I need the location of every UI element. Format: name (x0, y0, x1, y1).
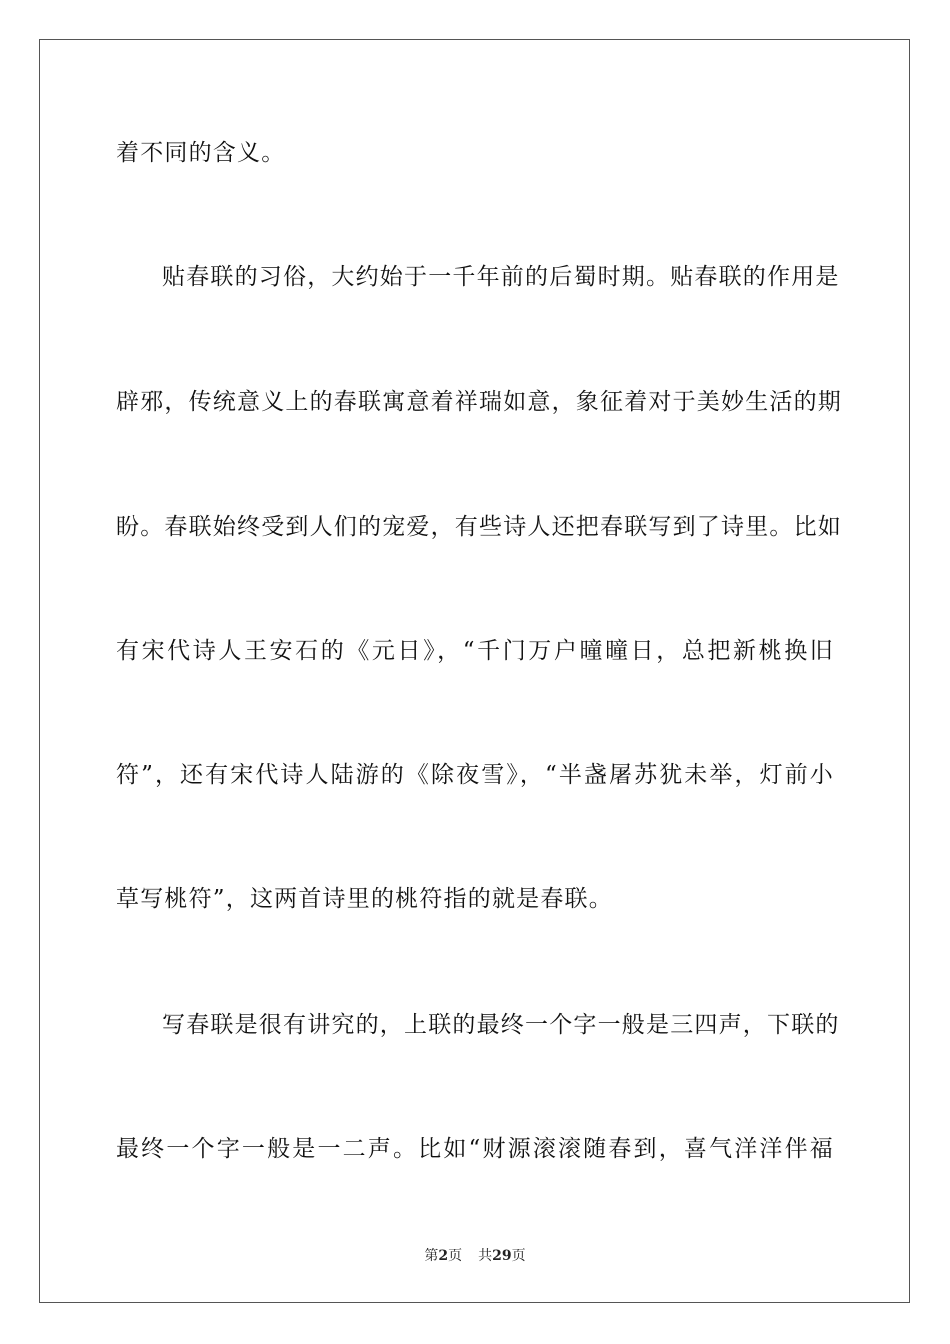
text-line-7: 草写桃符”，这两首诗里的桃符指的就是春联。 (116, 886, 613, 912)
total-suffix: 页 (511, 1248, 526, 1264)
text-line-6: 符”，还有宋代诗人陆游的《除夜雪》，“半盏屠苏犹未举，灯前小 (116, 762, 834, 788)
text-line-5: 有宋代诗人王安石的《元日》，“千门万户曈曈日，总把新桃换旧 (116, 638, 834, 664)
page-suffix: 页 (448, 1248, 463, 1264)
text-line-3: 辟邪，传统意义上的春联寓意着祥瑞如意，象征着对于美妙生活的期 (116, 389, 842, 415)
text-line-2: 贴春联的习俗，大约始于一千年前的后蜀时期。贴春联的作用是 (162, 264, 840, 290)
page-prefix: 第 (424, 1248, 439, 1264)
total-pages: 29 (492, 1248, 512, 1264)
text-line-4: 盼。春联始终受到人们的宠爱，有些诗人还把春联写到了诗里。比如 (116, 514, 842, 540)
text-line-9: 最终一个字一般是一二声。比如“财源滚滚随春到，喜气洋洋伴福 (116, 1136, 834, 1162)
page-footer (0, 1247, 950, 1265)
text-line-8: 写春联是很有讲究的，上联的最终一个字一般是三四声，下联的 (162, 1012, 840, 1038)
page-number: 2 (438, 1248, 449, 1264)
total-prefix: 共 (478, 1248, 493, 1264)
page-border (39, 39, 910, 1303)
text-line-1: 着不同的含义。 (116, 140, 286, 166)
